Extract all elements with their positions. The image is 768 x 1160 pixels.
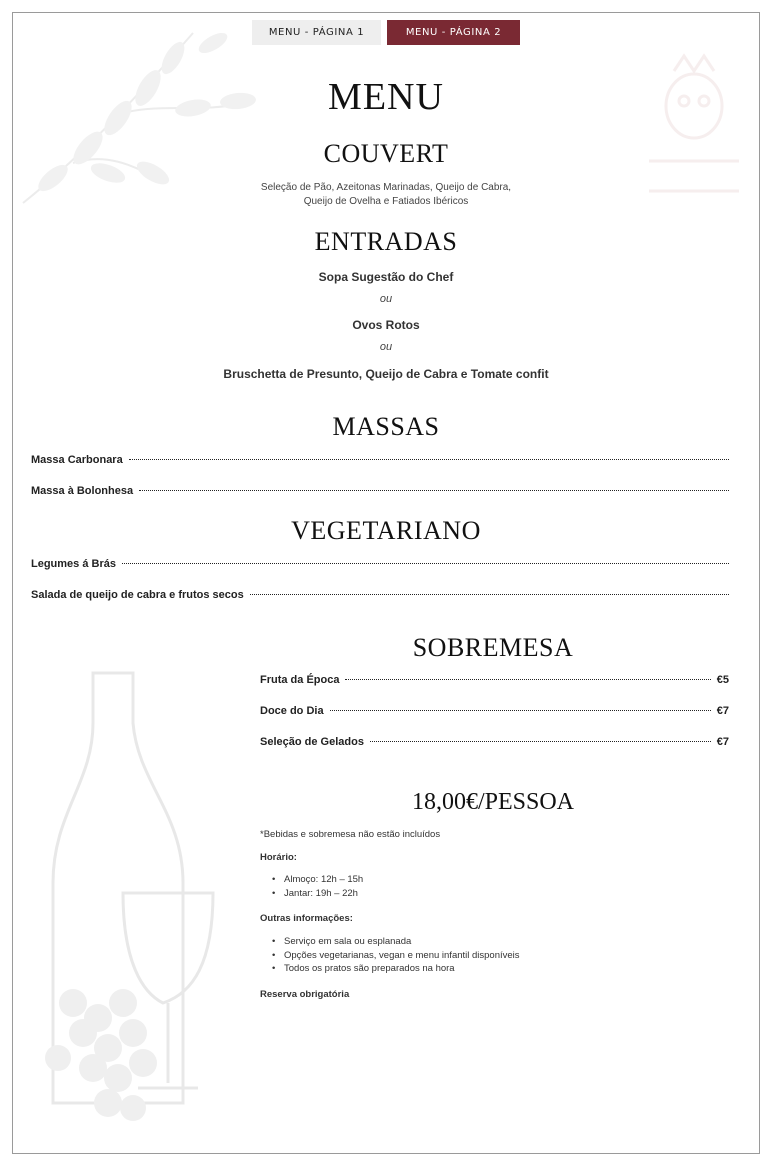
hours-item: • Almoço: 12h – 15h — [260, 873, 363, 887]
dotted-leader — [370, 741, 711, 742]
vegetariano-heading: VEGETARIANO — [291, 516, 481, 545]
couvert-heading: COUVERT — [323, 139, 449, 168]
other-info-item: • Opções vegetarianas, vegan e menu infantil disponíveis — [260, 949, 520, 963]
wine-bottle-illustration — [13, 663, 243, 1143]
sobremesa-heading: SOBREMESA — [412, 633, 574, 662]
menu-item-row — [31, 485, 735, 497]
hours-list — [260, 873, 363, 900]
menu-tabs — [13, 20, 759, 45]
page-title: MENU — [328, 76, 444, 118]
menu-item-row — [31, 454, 735, 466]
menu-item-name: Seleção de Gelados — [260, 736, 364, 748]
couvert-line-2: Queijo de Ovelha e Fatiados Ibéricos — [303, 196, 469, 207]
entrada-separator: ou — [379, 341, 393, 353]
entrada-item: Ovos Rotos — [352, 318, 420, 332]
menu-item-row — [260, 674, 729, 686]
excluded-note: *Bebidas e sobremesa não estão incluídos — [260, 829, 441, 840]
entradas-heading: ENTRADAS — [314, 227, 458, 256]
other-info-item: • Serviço em sala ou esplanada — [260, 935, 520, 949]
dotted-leader — [139, 490, 729, 491]
dotted-leader — [129, 459, 729, 460]
menu-item-price: €7 — [716, 736, 729, 748]
menu-item-row — [31, 558, 735, 570]
other-info-item: • Todos os pratos são preparados na hora — [260, 962, 520, 976]
entrada-item: Sopa Sugestão do Chef — [318, 270, 454, 284]
menu-item-row — [31, 589, 735, 601]
other-info-label: Outras informações: — [260, 913, 353, 924]
couvert-line-1: Seleção de Pão, Azeitonas Marinadas, Queijo de Cabra, — [260, 182, 512, 193]
other-info-list — [260, 935, 520, 976]
tab-menu-page-2[interactable]: MENU - PÁGINA 2 — [387, 20, 520, 45]
menu-item-name: Massa Carbonara — [31, 454, 123, 466]
dotted-leader — [250, 594, 729, 595]
menu-item-price: €5 — [716, 674, 729, 686]
entrada-item: Bruschetta de Presunto, Queijo de Cabra e Tomate confit — [223, 367, 549, 381]
dotted-leader — [122, 563, 729, 564]
menu-page — [12, 12, 760, 1154]
price-per-person: 18,00€/PESSOA — [411, 789, 575, 815]
menu-item-name: Legumes á Brás — [31, 558, 116, 570]
hours-item: • Jantar: 19h – 22h — [260, 887, 363, 901]
dotted-leader — [345, 679, 710, 680]
menu-item-row — [260, 736, 729, 748]
menu-item-name: Salada de queijo de cabra e frutos secos — [31, 589, 244, 601]
tab-menu-page-1[interactable]: MENU - PÁGINA 1 — [252, 20, 381, 45]
entrada-separator: ou — [379, 293, 393, 305]
reservation-note: Reserva obrigatória — [260, 989, 350, 1000]
menu-item-price: €7 — [716, 705, 729, 717]
couvert-description — [13, 181, 759, 209]
massas-heading: MASSAS — [332, 412, 440, 441]
menu-item-name: Doce do Dia — [260, 705, 324, 717]
menu-item-name: Massa à Bolonhesa — [31, 485, 134, 497]
menu-item-row — [260, 705, 729, 717]
dotted-leader — [330, 710, 711, 711]
hours-label: Horário: — [260, 852, 297, 863]
menu-item-name: Fruta da Época — [260, 674, 340, 686]
